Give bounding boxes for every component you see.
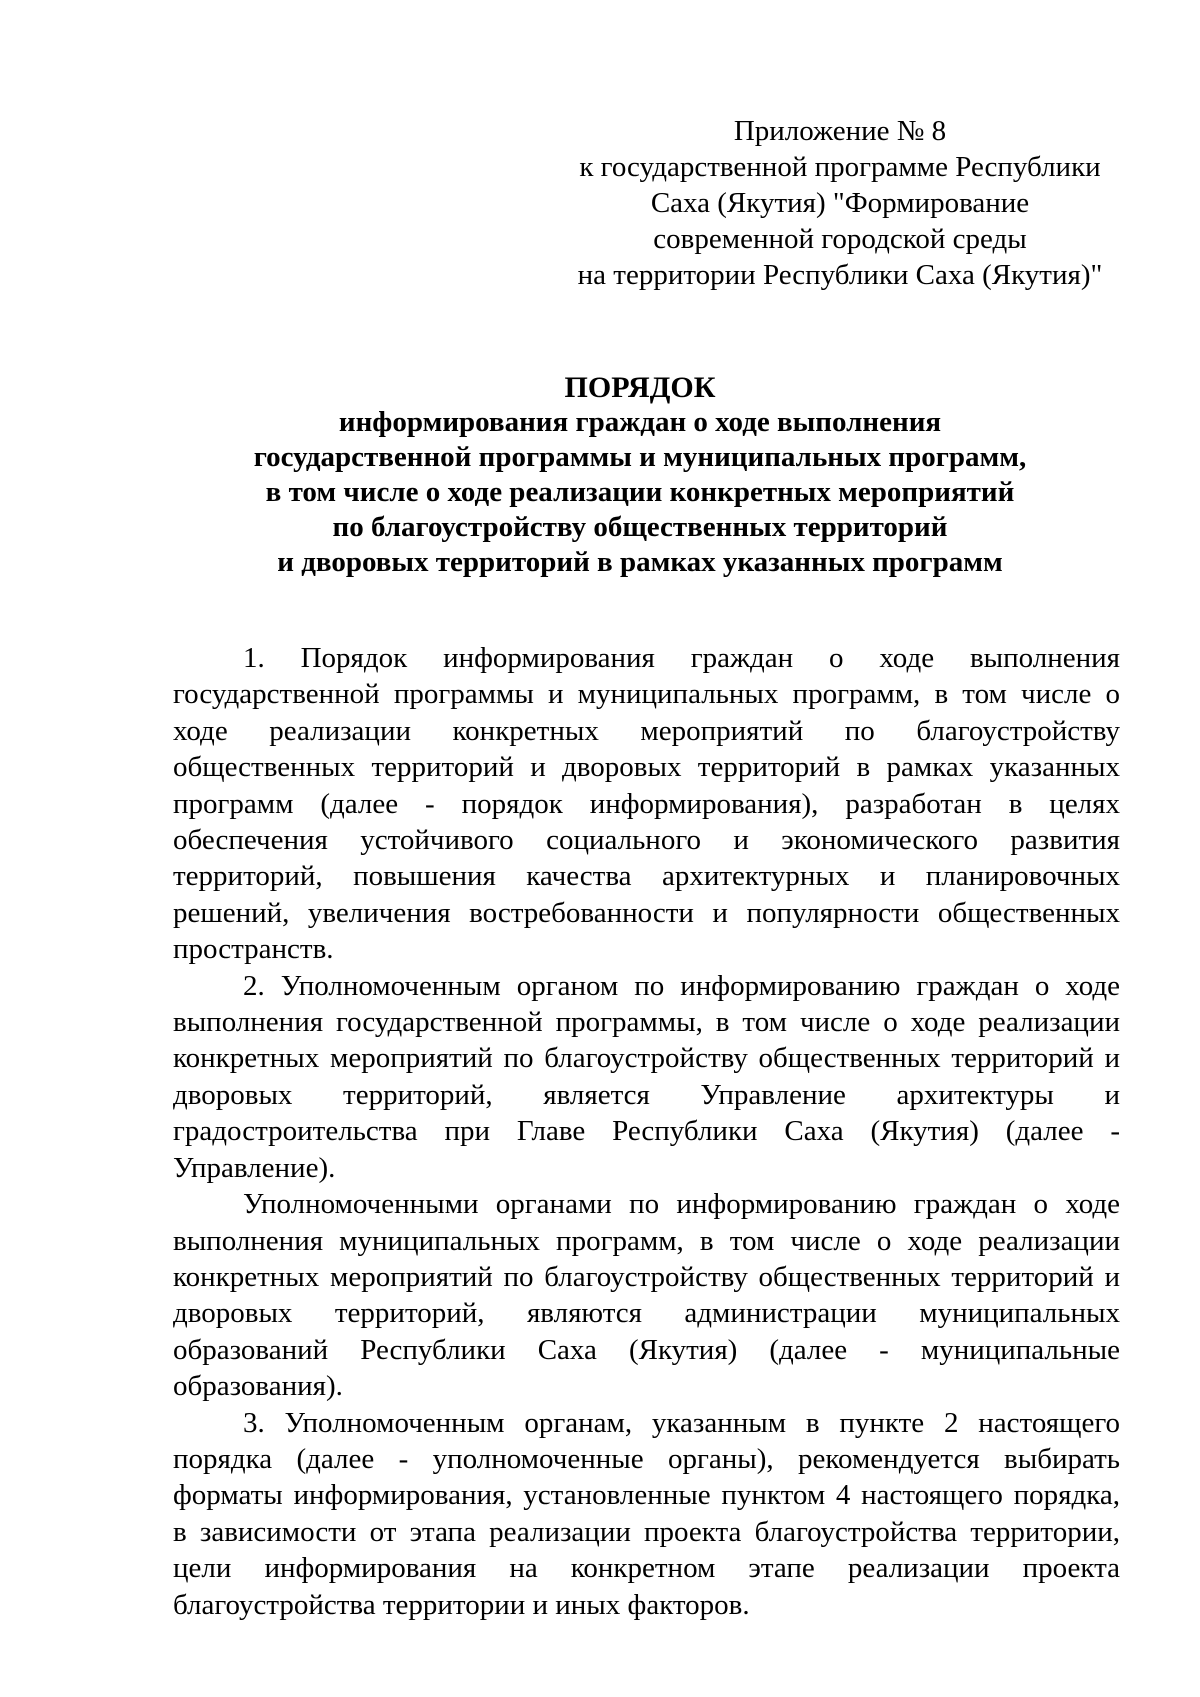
paragraph-1: 1. Порядок информирования граждан о ходе выполнения государственной программы и муниципальных программ, в том числе о ходе реализации конкретных мероприятий по благоустройству общественных территорий и дворовых территорий в рамках указанных программ (далее - порядок информирования), разработан в целях обеспечения устойчивого социального и экономического развития территорий, повышения качества архитектурных и планировочных решений, увеличения востребованности и популярности общественных пространств.	[173, 642, 1120, 966]
heading-line: информирования граждан о ходе выполнения	[338, 406, 942, 438]
appendix-line: к государственной программе Республики	[579, 151, 1101, 183]
heading-line: и дворовых территорий в рамках указанных программ	[277, 546, 1003, 578]
paragraph-2-continued: Уполномоченными органами по информированию граждан о ходе выполнения муниципальных программ, в том числе о ходе реализации конкретных мероприятий по благоустройству общественных территорий и дворовых территорий, являются администрации муниципальных образований Республики Саха (Якутия) (далее - муниципальные образования).	[173, 1188, 1120, 1403]
heading-line: в том числе о ходе реализации конкретных мероприятий	[265, 476, 1015, 508]
document-heading	[160, 370, 1120, 580]
appendix-line: на территории Республики Саха (Якутия)"	[577, 259, 1103, 291]
document-title: ПОРЯДОК	[564, 371, 716, 404]
appendix-header	[560, 113, 1120, 293]
paragraph-2: 2. Уполномоченным органом по информированию граждан о ходе выполнения государственной программы, в том числе о ходе реализации конкретных мероприятий по благоустройству общественных территорий и дворовых территорий, является Управление архитектуры и градостроительства при Главе Республики Саха (Якутия) (далее - Управление).	[173, 969, 1120, 1184]
document-body	[173, 640, 1120, 1623]
heading-line: государственной программы и муниципальных программ,	[253, 441, 1027, 473]
appendix-line: Приложение № 8	[733, 115, 947, 147]
appendix-line: Саха (Якутия) "Формирование	[650, 187, 1030, 219]
paragraph-3: 3. Уполномоченным органам, указанным в пункте 2 настоящего порядка (далее - уполномоченные органы), рекомендуется выбирать форматы информирования, установленные пунктом 4 настоящего порядка, в зависимости от этапа реализации проекта благоустройства территории, цели информирования на конкретном этапе реализации проекта благоустройства территории и иных факторов.	[173, 1406, 1120, 1621]
heading-line: по благоустройству общественных территорий	[332, 511, 948, 543]
appendix-line: современной городской среды	[653, 223, 1027, 255]
